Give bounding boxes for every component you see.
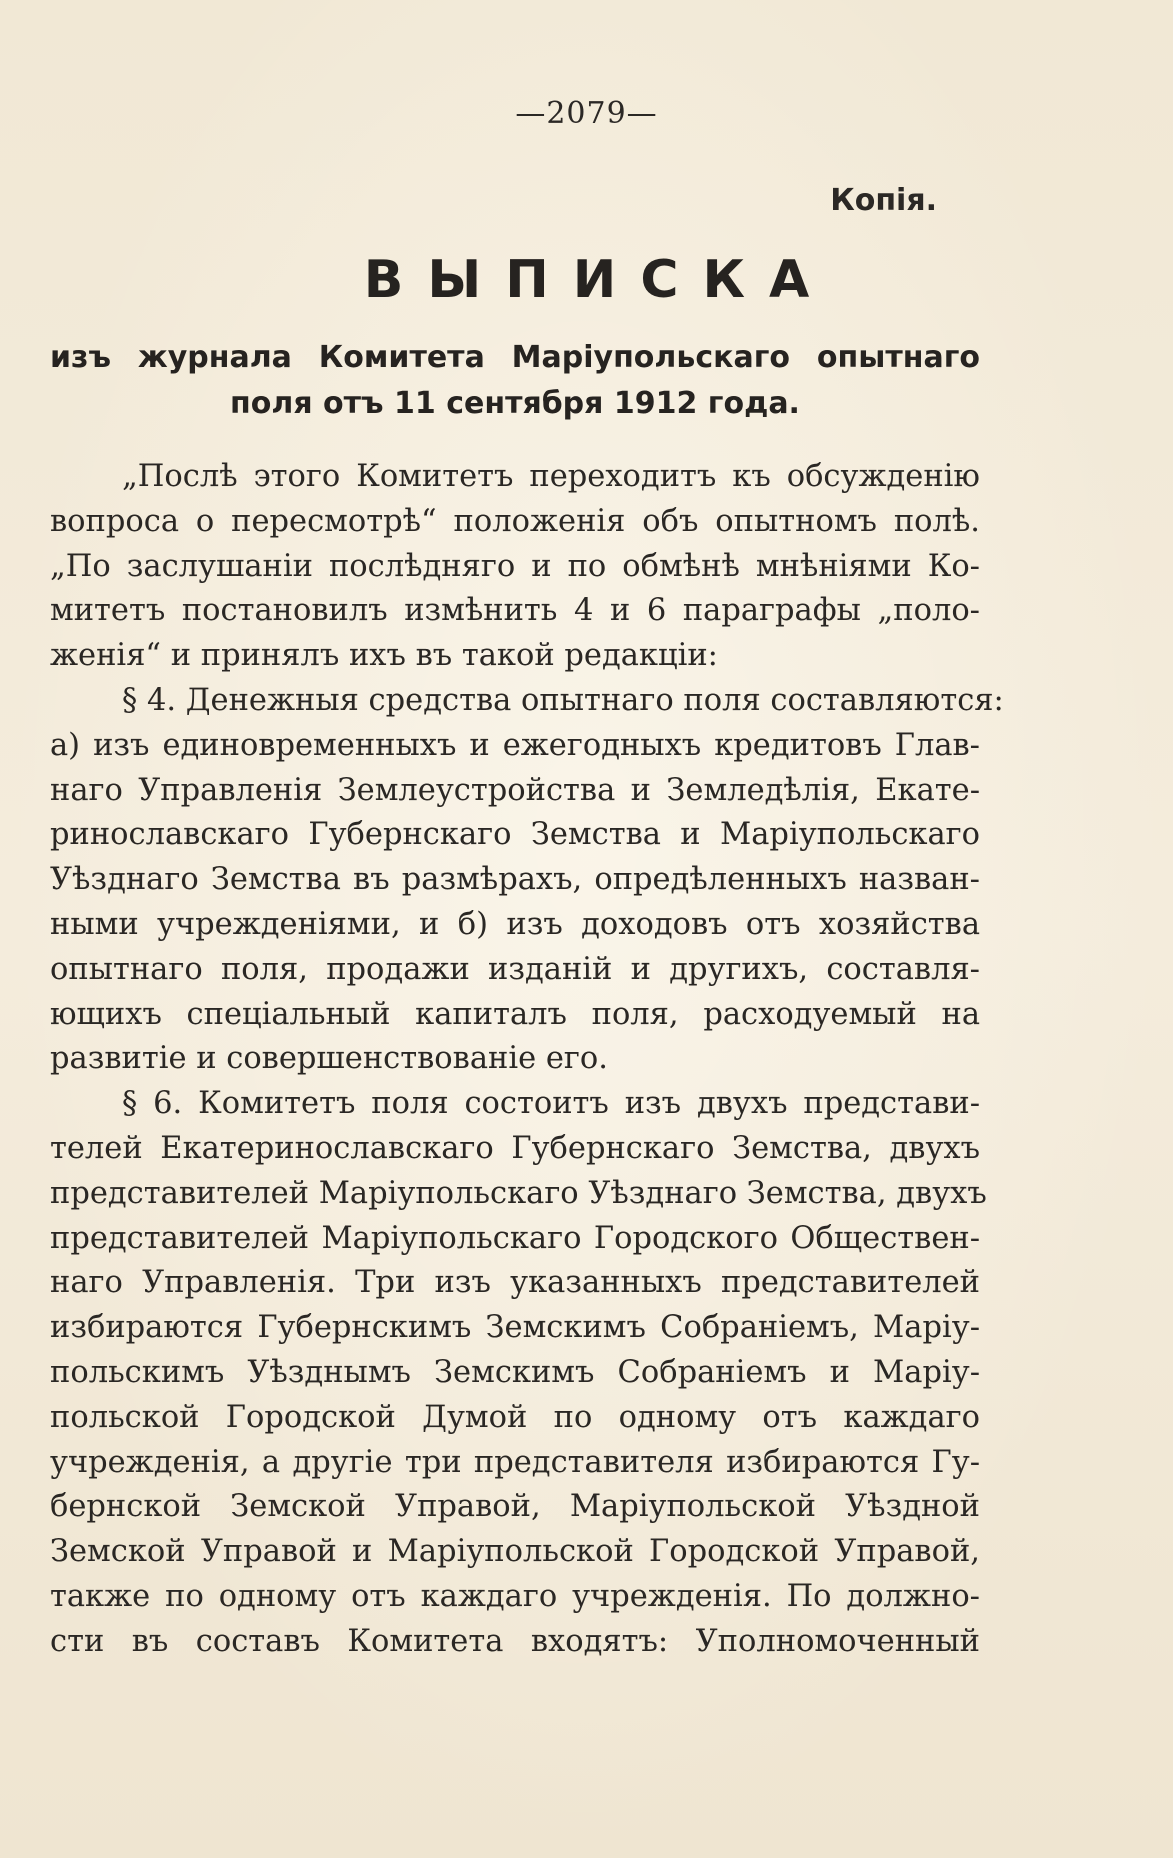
body-line: Уѣзднаго Земства въ размѣрахъ, опредѣленныхъ назван- [50,862,980,898]
body-line: „Послѣ этого Комитетъ переходитъ къ обсужденію [122,459,980,494]
body-line: представителей Маріупольскаго Городского Обществен- [50,1220,980,1256]
subtitle-line: поля отъ 11 сентября 1912 года. [230,386,800,421]
body-line: сти въ составъ Комитета входятъ: Уполномоченный [50,1623,980,1659]
document-subtitle [50,335,980,427]
body-line: учрежденія, а другіе три представителя избираются Гу- [50,1444,980,1480]
body-line: бернской Земской Управой, Маріупольской Уѣздной [50,1489,980,1525]
body-line: ными учрежденіями, и б) изъ доходовъ отъ хозяйства [50,906,980,942]
body-line: развитіе и совершенствованіе его. [50,1041,608,1077]
body-line: митетъ постановилъ измѣнить 4 и 6 параграфы „поло- [50,593,980,629]
body-line: § 6. Комитетъ поля состоитъ изъ двухъ представи- [122,1086,980,1122]
document-title: ВЫПИСКА [363,250,834,310]
body-line: а) изъ единовременныхъ и ежегодныхъ кредитовъ Глав- [50,727,980,763]
subtitle-line: изъ журнала Комитета Маріупольскаго опытнаго [50,340,980,375]
body-line: также по одному отъ каждаго учрежденія. По должно- [50,1578,980,1614]
body-line: представителей Маріупольскаго Уѣзднаго Земства, двухъ [50,1175,987,1211]
body-line: вопроса о пересмотрѣ“ положенія объ опытномъ полѣ. [50,503,980,539]
body-line: „По заслушаніи послѣдняго и по обмѣнѣ мнѣніями Ко- [50,548,980,584]
copy-mark: Копія. [830,183,937,218]
body-line: ющихъ спеціальный капиталъ поля, расходуемый на [50,996,980,1032]
body-text [50,455,1004,1665]
body-line: польской Городской Думой по одному отъ каждаго [50,1399,980,1435]
body-line: наго Управленія. Три изъ указанныхъ представителей [50,1265,980,1301]
page-number: —2079— [515,96,658,131]
body-line: наго Управленія Землеустройства и Земледѣлія, Екате- [50,772,980,808]
body-line: опытнаго поля, продажи изданій и другихъ, составля- [50,951,980,987]
body-line: ринославскаго Губернскаго Земства и Маріупольскаго [50,817,980,853]
body-line: телей Екатеринославскаго Губернскаго Земства, двухъ [50,1130,980,1166]
body-line: избираются Губернскимъ Земскимъ Собраніемъ, Маріу- [50,1310,980,1346]
body-line: польскимъ Уѣзднымъ Земскимъ Собраніемъ и Маріу- [50,1354,980,1390]
body-line: § 4. Денежныя средства опытнаго поля составляются: [122,682,1004,718]
body-line: женія“ и принялъ ихъ въ такой редакціи: [50,638,718,674]
body-line: Земской Управой и Маріупольской Городской Управой, [50,1534,980,1570]
